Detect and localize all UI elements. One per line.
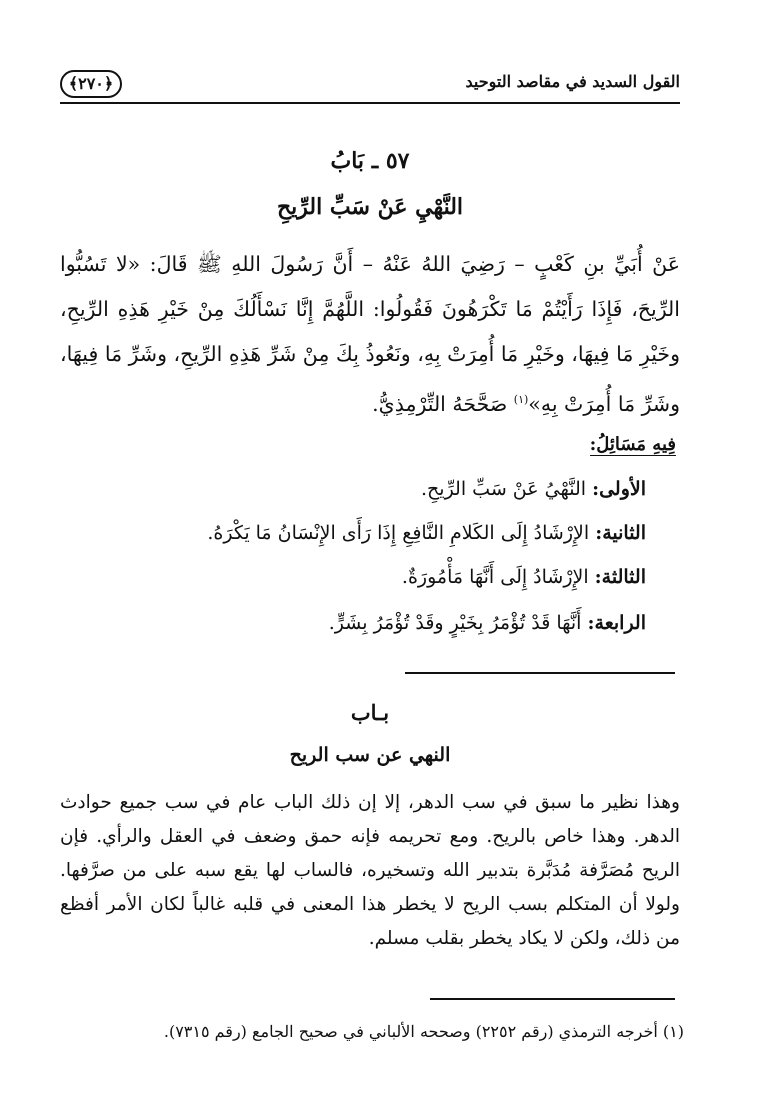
header-rule (60, 102, 680, 104)
issue-item (60, 522, 646, 544)
page-number: ﴿٢٧٠﴾ (60, 70, 122, 98)
issue-text: أَنَّهَا قَدْ تُؤْمَرُ بِخَيْرٍ وقَدْ تُؤْمَرُ بِشَرٍّ. (328, 612, 588, 634)
footnote: (١) أخرجه الترمذي (رقم ٢٢٥٢) وصححه الألباني في صحيح الجامع (رقم ٧٣١٥). (163, 1022, 684, 1041)
hadith-text (60, 242, 680, 427)
issue-text: النَّهْيُ عَنْ سَبِّ الرِّيحِ. (420, 478, 593, 500)
footnote-reference: (١) (513, 393, 529, 406)
issues-heading (80, 434, 676, 455)
issue-item (60, 478, 646, 500)
issue-label: الرابعة: (587, 612, 646, 634)
issue-item (60, 612, 646, 634)
book-title: القول السديد في مقاصد التوحيد (465, 72, 680, 91)
issue-label: الثانية: (595, 522, 646, 544)
section-title: النهي عن سب الريح (289, 744, 451, 766)
section-separator (405, 672, 675, 674)
hadith-body: عَنْ أُبَيِّ بنِ كَعْبٍ – رَضِيَ اللهُ عَنْهُ – أَنَّ رَسُولَ اللهِ ﷺ قَالَ: «لا تَسُبُّوا الرِّيحَ، فَإِذَا رَأَيْتُمْ مَا تَكْرَهُونَ فَقُولُوا: اللَّهُمَّ إِنَّا نَسْأَلُكَ مِنْ خَيْرِ هَذِهِ الرِّيحِ، وخَيْرِ مَا فِيهَا، وخَيْرِ مَا أُمِرَتْ بِهِ، ونَعُوذُ بِكَ مِنْ شَرِّ هَذِهِ الرِّيحِ، وشَرِّ مَا فِيهَا، وشَرِّ مَا أُمِرَتْ بِهِ» (60, 252, 680, 416)
commentary-text: وهذا نظير ما سبق في سب الدهر، إلا إن ذلك الباب عام في سب جميع حوادث الدهر. وهذا خاص بالريح. ومع تحريمه فإنه حمق وضعف في العقل والرأي. فإن الريح مُصَرَّفة مُدَبَّرة بتدبير الله وتسخيره، فالساب لها يقع سبه على من صرَّفها. ولولا أن المتكلم بسب الريح لا يخطر هذا المعنى في قلبه غالباً لكان الأمر أفظع من ذلك، ولكن لا يكاد يخطر بقلب مسلم. (60, 792, 680, 949)
issue-label: الثالثة: (594, 566, 646, 588)
running-header (60, 66, 680, 106)
issue-label: الأولى: (592, 478, 646, 500)
section-bab: بـاب (350, 700, 390, 725)
hadith-grading: صَحَّحَهُ التِّرْمِذِيُّ. (372, 391, 514, 416)
issue-text: الإِرْشَادُ إِلَى الكَلامِ النَّافِعِ إِذَا رَأَى الإِنْسَانُ مَا يَكْرَهُ. (207, 522, 596, 544)
footnote-separator (430, 998, 675, 1000)
issues-heading-label: فِيهِ مَسَائِلُ: (589, 434, 676, 455)
issue-text: الإِرْشَادُ إِلَى أَنَّهَا مَأْمُورَةٌ. (401, 566, 595, 588)
issue-item (60, 566, 646, 588)
chapter-number: ٥٧ ـ بَابُ (330, 148, 410, 174)
chapter-title: النَّهْيِ عَنْ سَبِّ الرِّيحِ (276, 194, 464, 220)
